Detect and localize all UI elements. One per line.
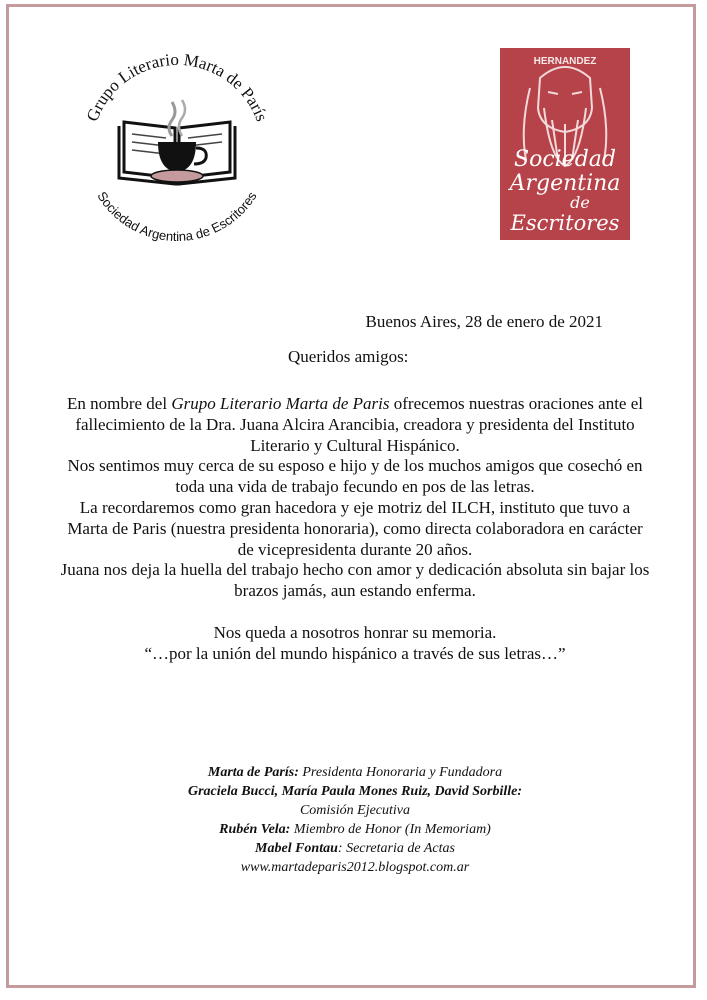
letter-date: Buenos Aires, 28 de enero de 2021: [365, 312, 603, 331]
signature-3-role: Miembro de Honor (In Memoriam): [290, 822, 491, 837]
sade-top-name: HERNANDEZ: [533, 56, 597, 67]
signature-3: [60, 820, 650, 839]
paragraph-3: La recordaremos como gran hacedora y eje motriz del ILCH, instituto que tuvo a Marta de Paris (nuestra presidenta honoraria), como directa colaboradora en carácter de vicepresidenta durante 20 años.: [67, 497, 643, 559]
paragraph-4: Juana nos deja la huella del trabajo hecho con amor y dedicación absoluta sin bajar los brazos jamás, aun estando enferma.: [60, 560, 650, 601]
signature-1: [60, 763, 650, 782]
paragraph-5: Nos queda a nosotros honrar su memoria.: [213, 622, 497, 642]
website-link[interactable]: www.martadeparis2012.blogspot.com.ar: [240, 860, 470, 875]
paragraph-1-pre: En nombre del: [66, 394, 172, 413]
sade-line-4: Escritores: [510, 211, 620, 235]
grupo-literario-logo: [62, 30, 292, 260]
letter-body: [60, 394, 650, 665]
signature-1-name: Marta de París:: [207, 765, 299, 780]
logo-ring-bottom-text: Sociedad Argentina de Escritores: [94, 188, 260, 245]
salutation: Queridos amigos:: [288, 347, 409, 366]
paragraph-1: [60, 394, 650, 456]
signature-2-names: Graciela Bucci, María Paula Mones Ruiz, David Sorbille:: [187, 784, 523, 799]
sade-line-3: de: [570, 193, 590, 212]
group-name: Grupo Literario Marta de Paris: [171, 394, 390, 413]
logo-ring-top-text: Grupo Literario Marta de París: [82, 49, 272, 125]
signature-1-role: Presidenta Honoraria y Fundadora: [298, 765, 503, 780]
signatures: [60, 763, 650, 877]
signature-4-name: Mabel Fontau: [255, 841, 338, 856]
paragraph-1-post: ofrecemos nuestras oraciones ante el fallecimiento de la Dra. Juana Alcira Arancibia, creadora y presidenta del Instituto Literario y Cultural Hispánico.: [75, 394, 643, 455]
paragraph-2: Nos sentimos muy cerca de su esposo e hijo y de los muchos amigos que cosechó en toda una vida de trabajo fecundo en pos de las letras.: [67, 456, 643, 497]
quote: “…por la unión del mundo hispánico a través de sus letras…”: [144, 643, 566, 663]
signature-3-name: Rubén Vela:: [219, 822, 291, 837]
svg-text:Grupo Literario Marta de París: [83, 50, 272, 124]
signature-4-role: : Secretaria de Actas: [337, 841, 455, 856]
sade-line-1: Sociedad: [514, 147, 616, 172]
signature-4: [60, 839, 650, 858]
sade-line-2: Argentina: [509, 171, 621, 196]
sade-logo: [500, 48, 630, 240]
signature-2-role: Comisión Ejecutiva: [299, 803, 411, 818]
svg-text:Sociedad Argentina de Escritor: [94, 189, 259, 245]
